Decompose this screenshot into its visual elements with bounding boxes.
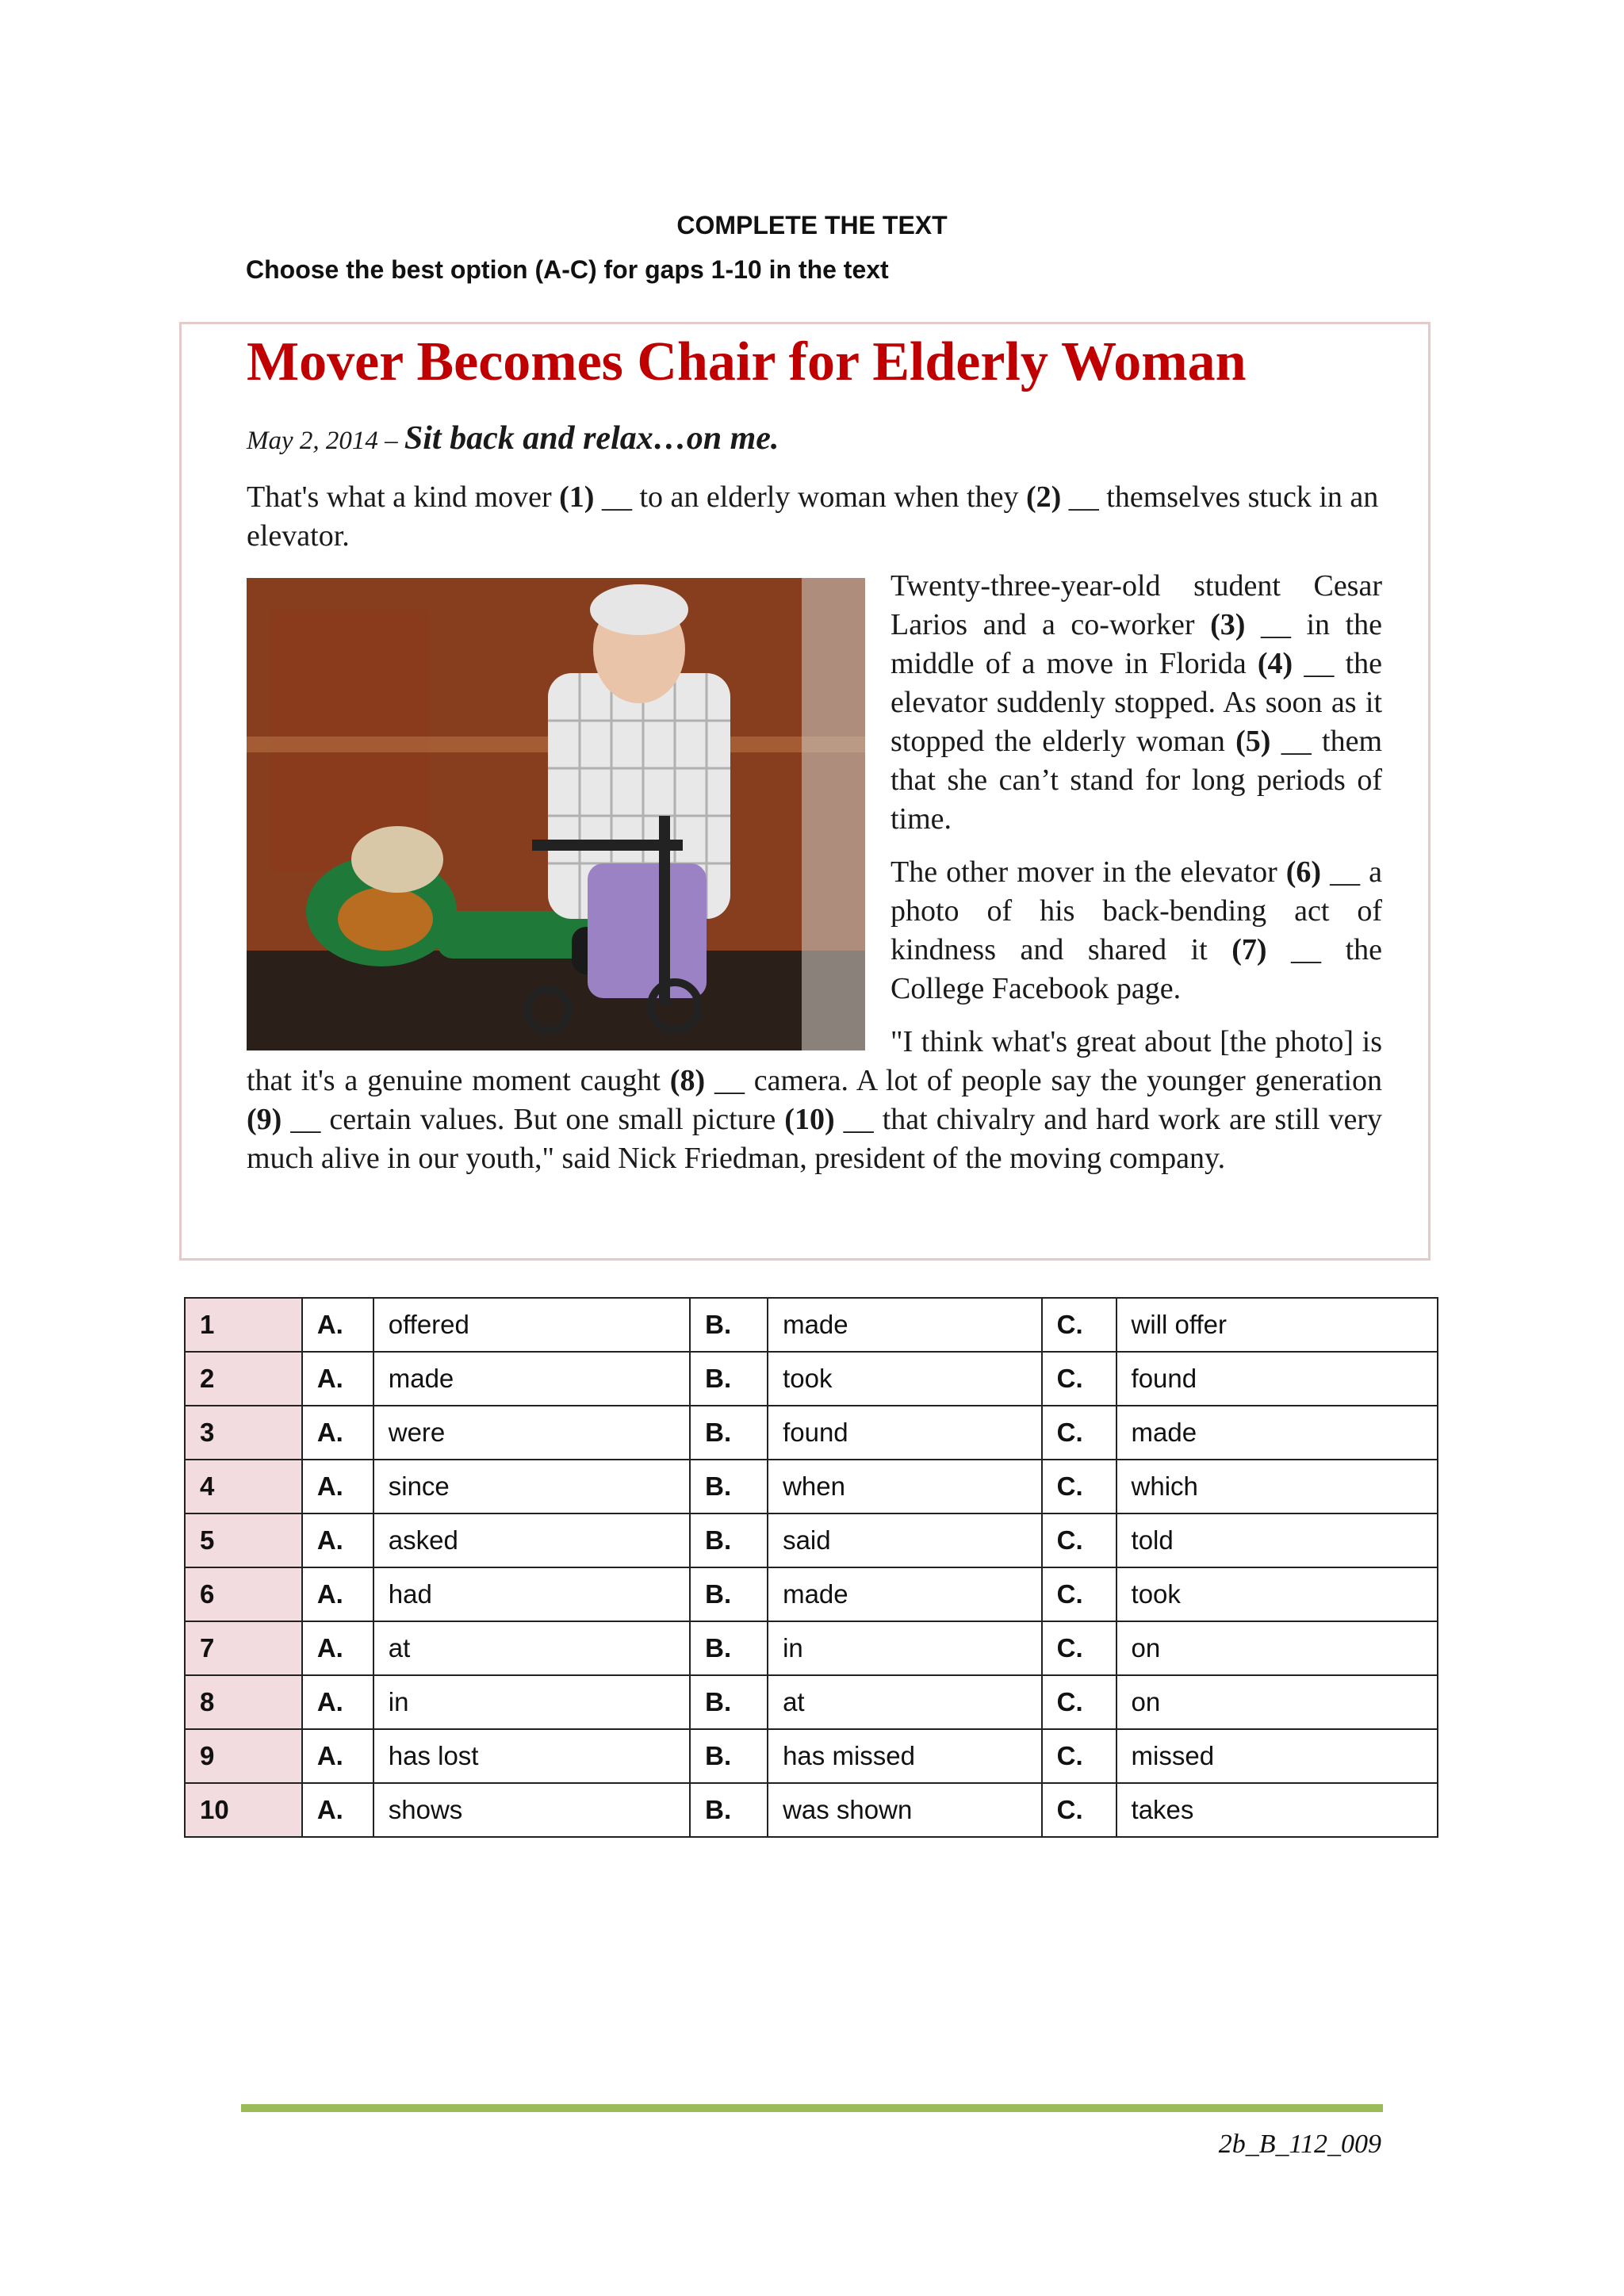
option-letter-b: B.	[690, 1783, 768, 1837]
option-letter-b: B.	[690, 1567, 768, 1621]
answer-options-table	[184, 1297, 1438, 1838]
option-letter-a: A.	[302, 1567, 373, 1621]
gap-9: (9)	[247, 1103, 282, 1136]
option-a: asked	[373, 1513, 690, 1567]
worksheet-heading: COMPLETE THE TEXT	[676, 211, 948, 239]
option-row	[185, 1406, 1438, 1460]
gap-4: (4)	[1257, 647, 1293, 680]
option-row	[185, 1513, 1438, 1567]
option-letter-c: C.	[1042, 1298, 1116, 1352]
option-b: has missed	[768, 1729, 1042, 1783]
option-letter-b: B.	[690, 1352, 768, 1406]
worksheet-instruction: Choose the best option (A-C) for gaps 1-10 in the text	[246, 255, 889, 284]
option-c: takes	[1116, 1783, 1438, 1837]
option-a: since	[373, 1460, 690, 1513]
gap-5: (5)	[1235, 725, 1271, 758]
option-letter-b: B.	[690, 1513, 768, 1567]
article-body-with-photo	[247, 567, 1382, 1178]
gap-6: (6)	[1285, 855, 1322, 889]
dateline-dash: –	[377, 427, 404, 455]
option-a: has lost	[373, 1729, 690, 1783]
option-b: at	[768, 1675, 1042, 1729]
gap-8: (8)	[669, 1064, 706, 1097]
option-letter-a: A.	[302, 1513, 373, 1567]
text-run: __ the College Facebook page.	[891, 933, 1382, 1005]
question-number: 6	[185, 1567, 302, 1621]
option-letter-c: C.	[1042, 1675, 1116, 1729]
option-b: when	[768, 1460, 1042, 1513]
option-c: on	[1116, 1675, 1438, 1729]
text-run: __ in the middle of a move in Florida	[891, 608, 1382, 680]
question-number: 10	[185, 1783, 302, 1837]
elevator-photo-illustration	[247, 578, 865, 1050]
option-row	[185, 1460, 1438, 1513]
option-letter-c: C.	[1042, 1729, 1116, 1783]
question-number: 9	[185, 1729, 302, 1783]
option-letter-c: C.	[1042, 1513, 1116, 1567]
elevator-photo	[247, 578, 865, 1050]
article-dateline	[247, 419, 1382, 461]
option-letter-b: B.	[690, 1298, 768, 1352]
text-run: __ certain values. But one small picture	[282, 1103, 785, 1136]
footer-code: 2b_B_112_009	[1218, 2130, 1381, 2159]
question-number: 3	[185, 1406, 302, 1460]
question-number: 1	[185, 1298, 302, 1352]
gap-7: (7)	[1231, 933, 1267, 966]
option-b: in	[768, 1621, 1042, 1675]
gap-1: (1)	[559, 480, 595, 514]
option-letter-c: C.	[1042, 1621, 1116, 1675]
option-row	[185, 1621, 1438, 1675]
option-row	[185, 1729, 1438, 1783]
option-letter-b: B.	[690, 1675, 768, 1729]
option-c: told	[1116, 1513, 1438, 1567]
question-number: 4	[185, 1460, 302, 1513]
option-row	[185, 1675, 1438, 1729]
option-a: had	[373, 1567, 690, 1621]
option-b: made	[768, 1567, 1042, 1621]
footer-rule	[241, 2104, 1383, 2112]
gap-2: (2)	[1025, 480, 1062, 514]
text-run: "I think what's great about [the photo] is that it's a genuine moment caught	[247, 1025, 1382, 1097]
option-letter-a: A.	[302, 1621, 373, 1675]
text-run: __ them that she can’t stand for long periods of time.	[891, 725, 1382, 836]
option-letter-b: B.	[690, 1406, 768, 1460]
text-run: __ themselves stuck in an elevator.	[247, 480, 1379, 553]
answer-options-body	[185, 1298, 1438, 1837]
option-letter-a: A.	[302, 1298, 373, 1352]
option-letter-b: B.	[690, 1621, 768, 1675]
option-b: took	[768, 1352, 1042, 1406]
option-letter-c: C.	[1042, 1352, 1116, 1406]
option-c: took	[1116, 1567, 1438, 1621]
option-letter-b: B.	[690, 1460, 768, 1513]
paragraph-1	[247, 478, 1382, 556]
article-box	[179, 322, 1431, 1261]
question-number: 5	[185, 1513, 302, 1567]
text-run: __ the elevator suddenly stopped. As soon as it stopped the elderly woman	[891, 647, 1382, 758]
option-a: at	[373, 1621, 690, 1675]
option-row	[185, 1567, 1438, 1621]
option-b: was shown	[768, 1783, 1042, 1837]
option-b: said	[768, 1513, 1042, 1567]
option-b: found	[768, 1406, 1042, 1460]
option-a: offered	[373, 1298, 690, 1352]
option-letter-c: C.	[1042, 1460, 1116, 1513]
option-letter-c: C.	[1042, 1567, 1116, 1621]
gap-3: (3)	[1210, 608, 1246, 641]
option-row	[185, 1298, 1438, 1352]
option-letter-a: A.	[302, 1783, 373, 1837]
question-number: 8	[185, 1675, 302, 1729]
text-run: __ to an elderly woman when they	[594, 480, 1026, 514]
option-a: shows	[373, 1783, 690, 1837]
gap-10: (10)	[784, 1103, 835, 1136]
question-number: 7	[185, 1621, 302, 1675]
option-letter-a: A.	[302, 1406, 373, 1460]
option-row	[185, 1352, 1438, 1406]
option-row	[185, 1783, 1438, 1837]
option-letter-a: A.	[302, 1352, 373, 1406]
text-run: The other mover in the elevator	[891, 855, 1286, 889]
option-letter-b: B.	[690, 1729, 768, 1783]
text-run: That's what a kind mover	[247, 480, 560, 514]
text-run: __ that chivalry and hard work are still very much alive in our youth," said Nick Friedman, president of the moving company.	[247, 1103, 1382, 1175]
option-b: made	[768, 1298, 1042, 1352]
option-letter-c: C.	[1042, 1406, 1116, 1460]
option-c: on	[1116, 1621, 1438, 1675]
option-c: will offer	[1116, 1298, 1438, 1352]
text-run: Twenty-three-year-old student Cesar Larios and a co-worker	[891, 569, 1382, 641]
option-c: made	[1116, 1406, 1438, 1460]
option-letter-a: A.	[302, 1460, 373, 1513]
text-run: __ a photo of his back-bending act of kindness and shared it	[891, 855, 1382, 966]
option-letter-a: A.	[302, 1675, 373, 1729]
article-subtitle: Sit back and relax…on me.	[404, 420, 779, 457]
option-c: missed	[1116, 1729, 1438, 1783]
option-a: in	[373, 1675, 690, 1729]
text-run: __ camera. A lot of people say the younger generation	[705, 1064, 1383, 1097]
article-date: May 2, 2014	[247, 427, 378, 455]
option-a: were	[373, 1406, 690, 1460]
option-c: which	[1116, 1460, 1438, 1513]
option-letter-c: C.	[1042, 1783, 1116, 1837]
question-number: 2	[185, 1352, 302, 1406]
option-c: found	[1116, 1352, 1438, 1406]
option-a: made	[373, 1352, 690, 1406]
article-content	[247, 324, 1382, 1178]
article-title: Mover Becomes Chair for Elderly Woman	[247, 331, 1247, 392]
option-letter-a: A.	[302, 1729, 373, 1783]
